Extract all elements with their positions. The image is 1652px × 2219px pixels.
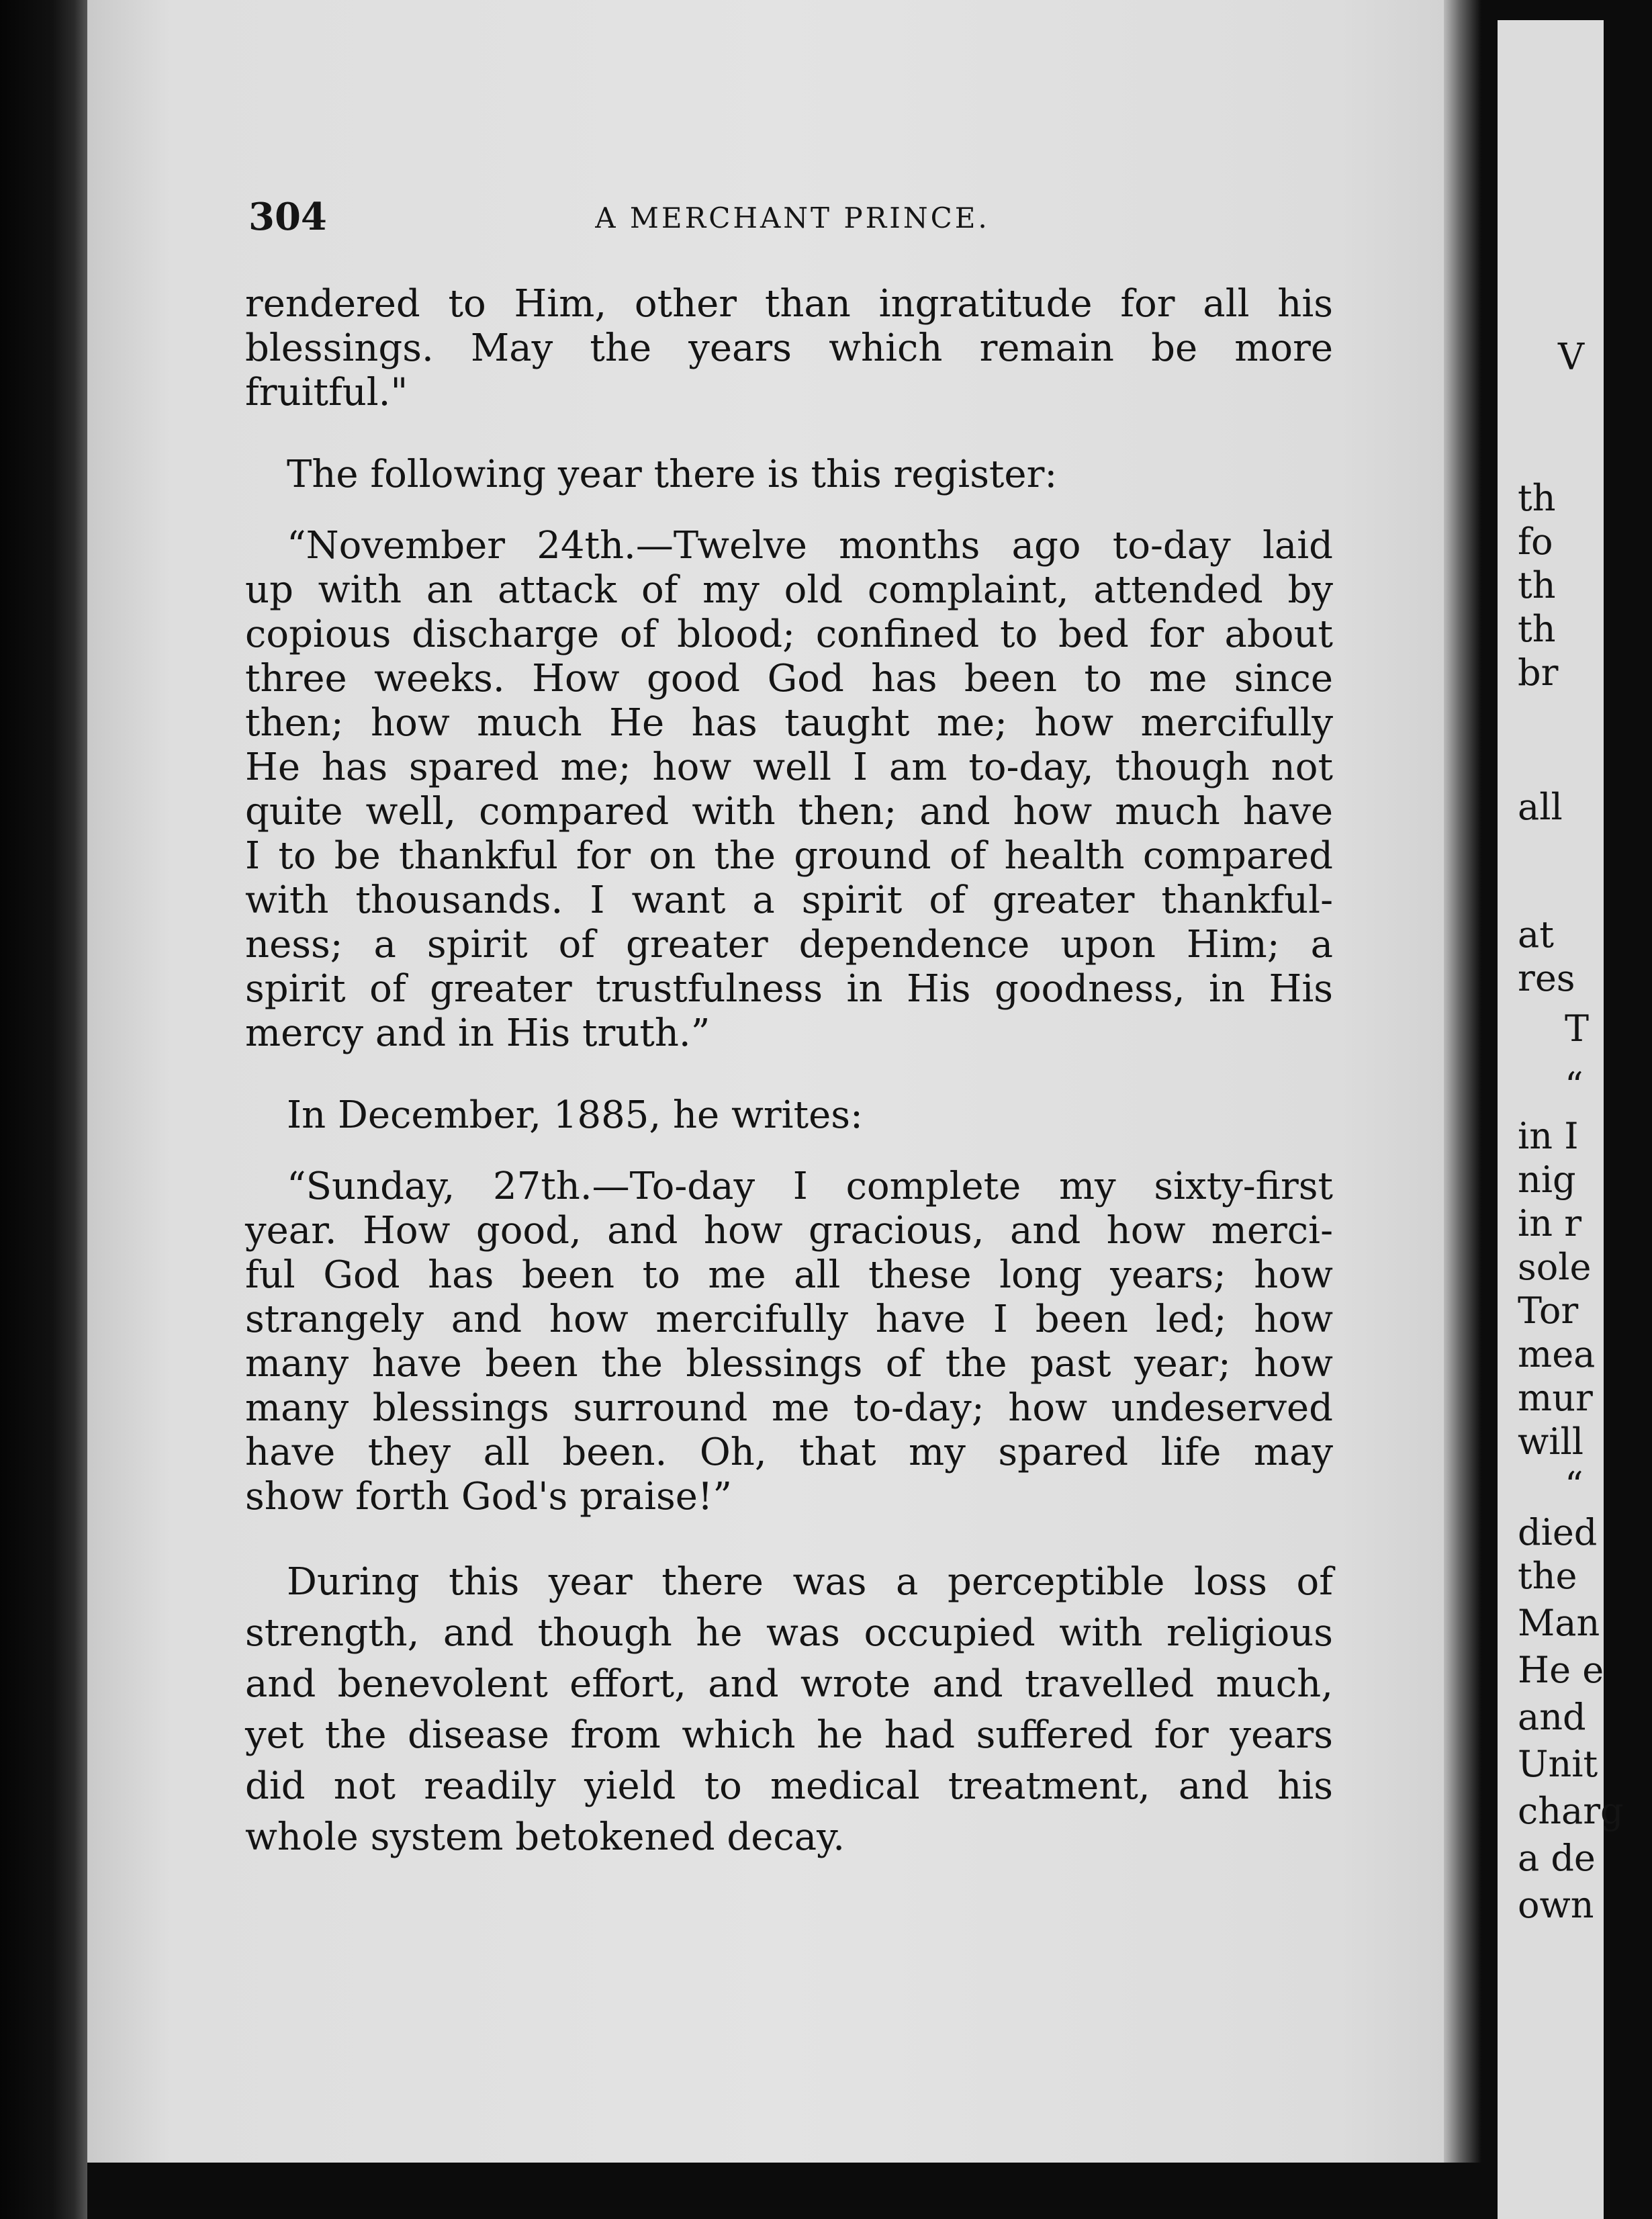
paragraph-4: [245, 1093, 1333, 1138]
text-line: many have been the blessings of the past year; how: [245, 1342, 1333, 1386]
paragraph-1: [245, 282, 1333, 415]
right-page-fragment: all: [1518, 786, 1563, 828]
right-page-fragment: Man: [1518, 1602, 1600, 1644]
right-page-fragment: the: [1518, 1555, 1577, 1597]
right-page-fragment: br: [1518, 651, 1559, 694]
right-page-fragment: charg: [1518, 1790, 1624, 1832]
right-page: [1498, 20, 1624, 2219]
right-page-fragment: at: [1518, 913, 1554, 956]
right-page-fragment: T: [1565, 1007, 1590, 1050]
text-line: rendered to Him, other than ingratitude for all his: [245, 282, 1333, 326]
right-page-fragment: mur: [1518, 1377, 1593, 1419]
scanner-edge-bottom: [87, 2163, 1498, 2219]
right-page-fragment: He e: [1518, 1649, 1604, 1691]
page-number: 304: [248, 195, 327, 239]
right-page-fragment: res: [1518, 957, 1575, 999]
text-line: During this year there was a perceptible loss of: [287, 1560, 1333, 1604]
text-line: many blessings surround me to-day; how undeserved: [245, 1386, 1333, 1430]
text-line: I to be thankful for on the ground of health compared: [245, 834, 1333, 878]
right-page-fragment: th: [1518, 564, 1556, 606]
text-line: quite well, compared with then; and how much have: [245, 790, 1333, 833]
text-line: He has spared me; how well I am to-day, though not: [245, 745, 1333, 789]
right-page-fragment: Unit: [1518, 1743, 1598, 1785]
paragraph-3-quote: [245, 524, 1333, 1056]
right-page-fragment: in r: [1518, 1202, 1582, 1244]
text-line: whole system betokened decay.: [245, 1815, 845, 1859]
right-page-fragment: in I: [1518, 1115, 1579, 1157]
text-line: spirit of greater trustfulness in His goodness, in His: [245, 967, 1333, 1011]
text-line: The following year there is this register:: [287, 453, 1058, 496]
page-header: [248, 195, 1336, 248]
text-line: fruitful.": [245, 371, 408, 414]
text-line: yet the disease from which he had suffered for years: [245, 1713, 1333, 1757]
text-line: have they all been. Oh, that my spared life may: [245, 1431, 1333, 1474]
text-line: blessings. May the years which remain be more: [245, 326, 1333, 370]
text-line: mercy and in His truth.”: [245, 1011, 710, 1055]
right-page-fragment: mea: [1518, 1333, 1596, 1375]
right-page-fragment: died: [1518, 1511, 1598, 1553]
text-line: did not readily yield to medical treatment, and his: [245, 1764, 1333, 1808]
text-line: “Sunday, 27th.—To-day I complete my sixty-first: [287, 1165, 1333, 1208]
right-page-fragment: fo: [1518, 520, 1553, 563]
text-line: up with an attack of my old complaint, attended by: [245, 568, 1333, 612]
right-page-fragment: “: [1565, 1464, 1584, 1506]
right-page-fragment: “: [1565, 1065, 1584, 1107]
text-line: then; how much He has taught me; how mercifully: [245, 701, 1333, 745]
text-line: and benevolent effort, and wrote and travelled much,: [245, 1662, 1333, 1706]
text-line: three weeks. How good God has been to me since: [245, 657, 1333, 700]
body-text: [245, 282, 1333, 1863]
page-fold: [1444, 0, 1498, 2219]
right-page-fragment: V: [1558, 336, 1584, 378]
right-page-fragment: Tor: [1518, 1289, 1579, 1332]
text-line: strength, and though he was occupied with religious: [245, 1611, 1333, 1655]
text-line: year. How good, and how gracious, and how merci-: [245, 1209, 1333, 1253]
right-page-fragment: sole: [1518, 1246, 1592, 1288]
text-line: ness; a spirit of greater dependence upon Him; a: [245, 923, 1333, 966]
right-page-fragment: th: [1518, 477, 1556, 519]
scanner-edge-left: [0, 0, 87, 2219]
right-page-fragment: nig: [1518, 1159, 1576, 1201]
right-page-fragment: a de: [1518, 1837, 1596, 1879]
right-page-fragment: will: [1518, 1420, 1584, 1463]
text-line: ful God has been to me all these long years; how: [245, 1253, 1333, 1297]
paragraph-2: [245, 453, 1333, 497]
text-line: strangely and how mercifully have I been led; how: [245, 1298, 1333, 1341]
paragraph-6: [245, 1557, 1333, 1863]
right-page-fragment: th: [1518, 608, 1556, 650]
text-line: copious discharge of blood; confined to bed for about: [245, 613, 1333, 656]
text-line: In December, 1885, he writes:: [287, 1093, 863, 1137]
running-head: A MERCHANT PRINCE.: [595, 201, 990, 234]
right-page-fragment: and: [1518, 1696, 1586, 1738]
text-line: with thousands. I want a spirit of greater thankful-: [245, 878, 1333, 922]
text-line: show forth God's praise!”: [245, 1475, 732, 1519]
right-page-fragment: own: [1518, 1884, 1594, 1926]
text-line: “November 24th.—Twelve months ago to-day laid: [287, 524, 1333, 568]
paragraph-5-quote: [245, 1165, 1333, 1519]
